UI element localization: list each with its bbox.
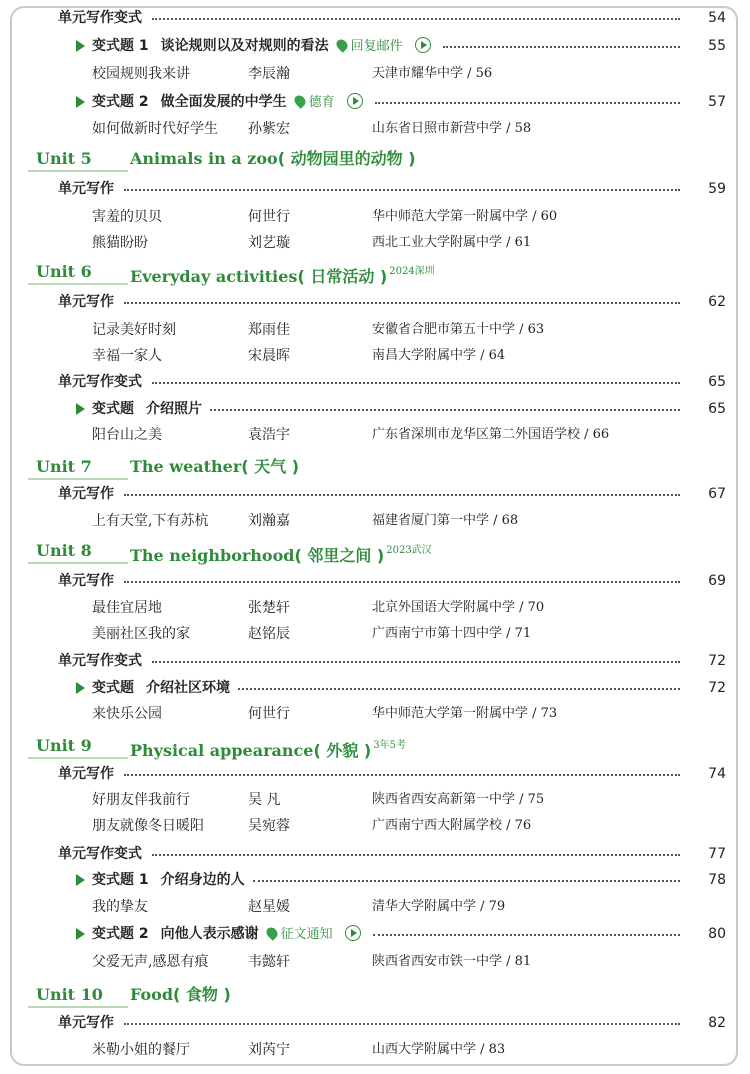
leaf-icon [264, 925, 280, 941]
variant-title: 介绍身边的人 [160, 872, 245, 888]
entry-author: 李辰瀚 [248, 66, 290, 82]
entry-title[interactable]: 来快乐公园 [92, 706, 162, 722]
unit-title[interactable] [130, 539, 432, 568]
entry-title[interactable]: 阳台山之美 [92, 427, 162, 443]
entry-title[interactable]: 米勒小姐的餐厅 [92, 1042, 190, 1058]
toc-row-section[interactable] [12, 651, 736, 675]
unit-title-cn: ( 天气 ) [241, 457, 300, 476]
toc-row-entry[interactable] [12, 207, 736, 231]
entry-author: 吴 凡 [248, 792, 281, 808]
toc-row-unit[interactable] [12, 260, 736, 288]
triangle-bullet-icon [76, 403, 85, 415]
entry-author: 孙紫宏 [248, 121, 290, 137]
dot-leader [152, 372, 680, 392]
toc-row-variant[interactable] [12, 36, 736, 60]
variant-title: 介绍照片 [145, 401, 202, 417]
triangle-bullet-icon [76, 682, 85, 694]
entry-school: 北京外国语大学附属中学 / 70 [372, 600, 545, 615]
dot-leader [152, 651, 680, 671]
toc-row-section[interactable] [12, 844, 736, 868]
entry-school: 华中师范大学第一附属中学 / 73 [372, 706, 558, 721]
dot-leader [375, 92, 680, 112]
toc-row-entry[interactable] [12, 511, 736, 535]
entry-title[interactable]: 好朋友伴我前行 [92, 792, 190, 808]
entry-title[interactable]: 最佳宜居地 [92, 600, 162, 616]
badge-text: 征文通知 [280, 927, 333, 942]
dot-leader [210, 399, 680, 419]
entry-author: 何世行 [248, 706, 290, 722]
entry-author: 赵铭辰 [248, 626, 290, 642]
exam-tag: 2023武汉 [386, 545, 432, 556]
entry-school: 清华大学附属中学 / 79 [372, 899, 506, 914]
toc-row-entry[interactable] [12, 952, 736, 976]
toc-row-section[interactable] [12, 8, 736, 32]
entry-author: 刘芮宁 [248, 1042, 290, 1058]
unit-title-cn: ( 外貌 ) [313, 741, 372, 760]
leaf-icon [334, 37, 350, 53]
unit-label: Unit 10 [36, 985, 103, 1004]
dot-leader [124, 179, 680, 199]
page-number: 72 [708, 653, 726, 669]
toc-row-variant[interactable] [12, 870, 736, 894]
entry-author: 吴宛蓉 [248, 818, 290, 834]
section-label: 单元写作变式 [58, 10, 142, 26]
toc-row-entry[interactable] [12, 598, 736, 622]
dot-leader [152, 8, 680, 28]
badge-text: 德育 [308, 95, 335, 110]
triangle-bullet-icon [76, 40, 85, 52]
page-number: 59 [708, 181, 726, 197]
play-icon[interactable] [347, 93, 363, 109]
dot-leader [124, 292, 680, 312]
entry-school: 华中师范大学第一附属中学 / 60 [372, 209, 558, 224]
unit-label: Unit 9 [36, 736, 92, 755]
toc-row-entry[interactable] [12, 425, 736, 449]
section-label: 单元写作变式 [58, 653, 142, 669]
toc-row-section[interactable] [12, 571, 736, 595]
toc-row-section[interactable] [12, 372, 736, 396]
toc-row-variant[interactable] [12, 399, 736, 423]
dot-leader [373, 924, 680, 944]
toc-row-variant[interactable] [12, 92, 736, 116]
section-label: 单元写作 [58, 486, 114, 502]
page-number: 65 [708, 401, 726, 417]
entry-author: 宋晨晖 [248, 348, 290, 364]
unit-title-en: Everyday activities [130, 267, 298, 286]
unit-title[interactable] [130, 147, 416, 171]
page-number: 55 [708, 38, 726, 54]
unit-title[interactable] [130, 455, 299, 479]
entry-author: 何世行 [248, 209, 290, 225]
unit-title-cn: ( 动物园里的动物 ) [277, 149, 416, 168]
variant-label: 变式题 [92, 680, 134, 696]
variant-label: 变式题 1 [92, 38, 149, 54]
dot-leader [443, 36, 680, 56]
dot-leader [238, 678, 680, 698]
page-number: 69 [708, 573, 726, 589]
page-number: 77 [708, 846, 726, 862]
dot-leader [124, 571, 680, 591]
toc-row-entry[interactable] [12, 1040, 736, 1064]
toc-row-entry[interactable] [12, 346, 736, 370]
variant-title: 介绍社区环境 [145, 680, 230, 696]
toc-row-variant[interactable] [12, 678, 736, 702]
entry-school: 福建省厦门第一中学 / 68 [372, 513, 519, 528]
toc-row-unit[interactable] [12, 539, 736, 567]
dot-leader [152, 844, 680, 864]
toc-row-entry[interactable] [12, 897, 736, 921]
toc-row-section[interactable] [12, 179, 736, 203]
badge-text: 回复邮件 [350, 39, 403, 54]
entry-school: 安徽省合肥市第五十中学 / 63 [372, 322, 545, 337]
unit-title-cn: ( 食物 ) [173, 985, 231, 1004]
entry-author: 赵星媛 [248, 899, 290, 915]
variant-title: 做全面发展的中学生 [160, 94, 287, 110]
entry-author: 韦懿轩 [248, 954, 290, 970]
toc-row-entry[interactable] [12, 624, 736, 648]
toc-row-unit[interactable] [12, 455, 736, 483]
toc-row-entry[interactable] [12, 119, 736, 143]
toc-row-entry[interactable] [12, 704, 736, 728]
entry-title[interactable]: 害羞的贝贝 [92, 209, 162, 225]
dot-leader [124, 1013, 680, 1033]
toc-row-entry[interactable] [12, 64, 736, 88]
unit-label: Unit 6 [36, 262, 92, 281]
entry-title[interactable]: 我的挚友 [92, 899, 148, 915]
entry-author: 郑雨佳 [248, 322, 290, 338]
entry-school: 南昌大学附属中学 / 64 [372, 348, 506, 363]
triangle-bullet-icon [76, 96, 85, 108]
entry-school: 陕西省西安市铁一中学 / 81 [372, 954, 532, 969]
section-label: 单元写作 [58, 294, 114, 310]
toc-row-entry[interactable] [12, 320, 736, 344]
entry-school: 广东省深圳市龙华区第二外国语学校 / 66 [372, 427, 610, 442]
dot-leader [124, 764, 680, 784]
section-label: 单元写作 [58, 1015, 114, 1031]
toc-row-unit[interactable] [12, 147, 736, 175]
section-label: 单元写作变式 [58, 374, 142, 390]
entry-title[interactable]: 上有天堂,下有苏杭 [92, 513, 209, 529]
page-number: 67 [708, 486, 726, 502]
toc-row-entry[interactable] [12, 816, 736, 840]
entry-title[interactable]: 记录美好时刻 [92, 322, 176, 338]
unit-title[interactable] [130, 260, 435, 289]
page-number: 62 [708, 294, 726, 310]
entry-school: 西北工业大学附属中学 / 61 [372, 235, 532, 250]
toc-row-section[interactable] [12, 292, 736, 316]
section-label: 单元写作 [58, 573, 114, 589]
page-number: 82 [708, 1015, 726, 1031]
variant-label: 变式题 2 [92, 94, 149, 110]
page-number: 57 [708, 94, 726, 110]
entry-author: 袁浩宇 [248, 427, 290, 443]
toc-row-section[interactable] [12, 1013, 736, 1037]
badge[interactable] [267, 924, 361, 945]
entry-title[interactable]: 朋友就像冬日暖阳 [92, 818, 204, 834]
leaf-icon [292, 93, 308, 109]
badge[interactable] [295, 92, 363, 113]
section-label: 单元写作 [58, 766, 114, 782]
entry-author: 张楚轩 [248, 600, 290, 616]
play-icon[interactable] [345, 925, 361, 941]
page-number: 80 [708, 926, 726, 942]
dot-leader [253, 870, 680, 890]
entry-title[interactable]: 美丽社区我的家 [92, 626, 190, 642]
toc-row-entry[interactable] [12, 233, 736, 257]
toc-row-variant[interactable] [12, 924, 736, 948]
entry-school: 山西大学附属中学 / 83 [372, 1042, 506, 1057]
triangle-bullet-icon [76, 928, 85, 940]
exam-tag: 2024深圳 [389, 266, 435, 277]
unit-title-cn: ( 日常活动 ) [297, 267, 388, 286]
unit-label: Unit 8 [36, 541, 92, 560]
exam-tag: 3年5考 [373, 740, 406, 751]
entry-title[interactable]: 熊猫盼盼 [92, 235, 148, 251]
page-number: 74 [708, 766, 726, 782]
toc-row-unit[interactable] [12, 734, 736, 762]
section-label: 单元写作 [58, 181, 114, 197]
section-label: 单元写作变式 [58, 846, 142, 862]
variant-label: 变式题 2 [92, 926, 149, 942]
variant-label: 变式题 1 [92, 872, 149, 888]
unit-title-cn: ( 邻里之间 ) [294, 546, 385, 565]
entry-author: 刘瀚嘉 [248, 513, 290, 529]
unit-title-en: Physical appearance [130, 741, 314, 760]
variant-title: 向他人表示感谢 [160, 926, 259, 942]
entry-title[interactable]: 如何做新时代好学生 [92, 121, 218, 137]
page-number: 65 [708, 374, 726, 390]
variant-label: 变式题 [92, 401, 134, 417]
entry-author: 刘艺璇 [248, 235, 290, 251]
badge[interactable] [337, 36, 431, 57]
toc-row-entry[interactable] [12, 790, 736, 814]
page-number: 72 [708, 680, 726, 696]
page-number: 78 [708, 872, 726, 888]
toc-row-section[interactable] [12, 764, 736, 788]
toc-frame [10, 6, 738, 1066]
toc-row-unit[interactable] [12, 983, 736, 1011]
entry-title[interactable]: 校园规则我来讲 [92, 66, 190, 82]
unit-label: Unit 5 [36, 149, 92, 168]
variant-title: 谈论规则以及对规则的看法 [160, 38, 329, 54]
entry-school: 陕西省西安高新第一中学 / 75 [372, 792, 545, 807]
entry-school: 广西南宁西大附属学校 / 76 [372, 818, 532, 833]
unit-title-en: The weather [130, 457, 242, 476]
unit-label: Unit 7 [36, 457, 92, 476]
unit-title-en: Food [130, 985, 174, 1004]
toc-row-section[interactable] [12, 484, 736, 508]
unit-title-en: Animals in a zoo [130, 149, 278, 168]
triangle-bullet-icon [76, 874, 85, 886]
dot-leader [124, 484, 680, 504]
entry-school: 山东省日照市新营中学 / 58 [372, 121, 532, 136]
entry-school: 天津市耀华中学 / 56 [372, 66, 493, 81]
entry-school: 广西南宁市第十四中学 / 71 [372, 626, 532, 641]
entry-title[interactable]: 幸福一家人 [92, 348, 162, 364]
play-icon[interactable] [415, 37, 431, 53]
entry-title[interactable]: 父爱无声,感恩有痕 [92, 954, 209, 970]
unit-title-en: The neighborhood [130, 546, 295, 565]
unit-title[interactable] [130, 983, 231, 1007]
unit-title[interactable] [130, 734, 406, 763]
page-number: 54 [708, 10, 726, 26]
